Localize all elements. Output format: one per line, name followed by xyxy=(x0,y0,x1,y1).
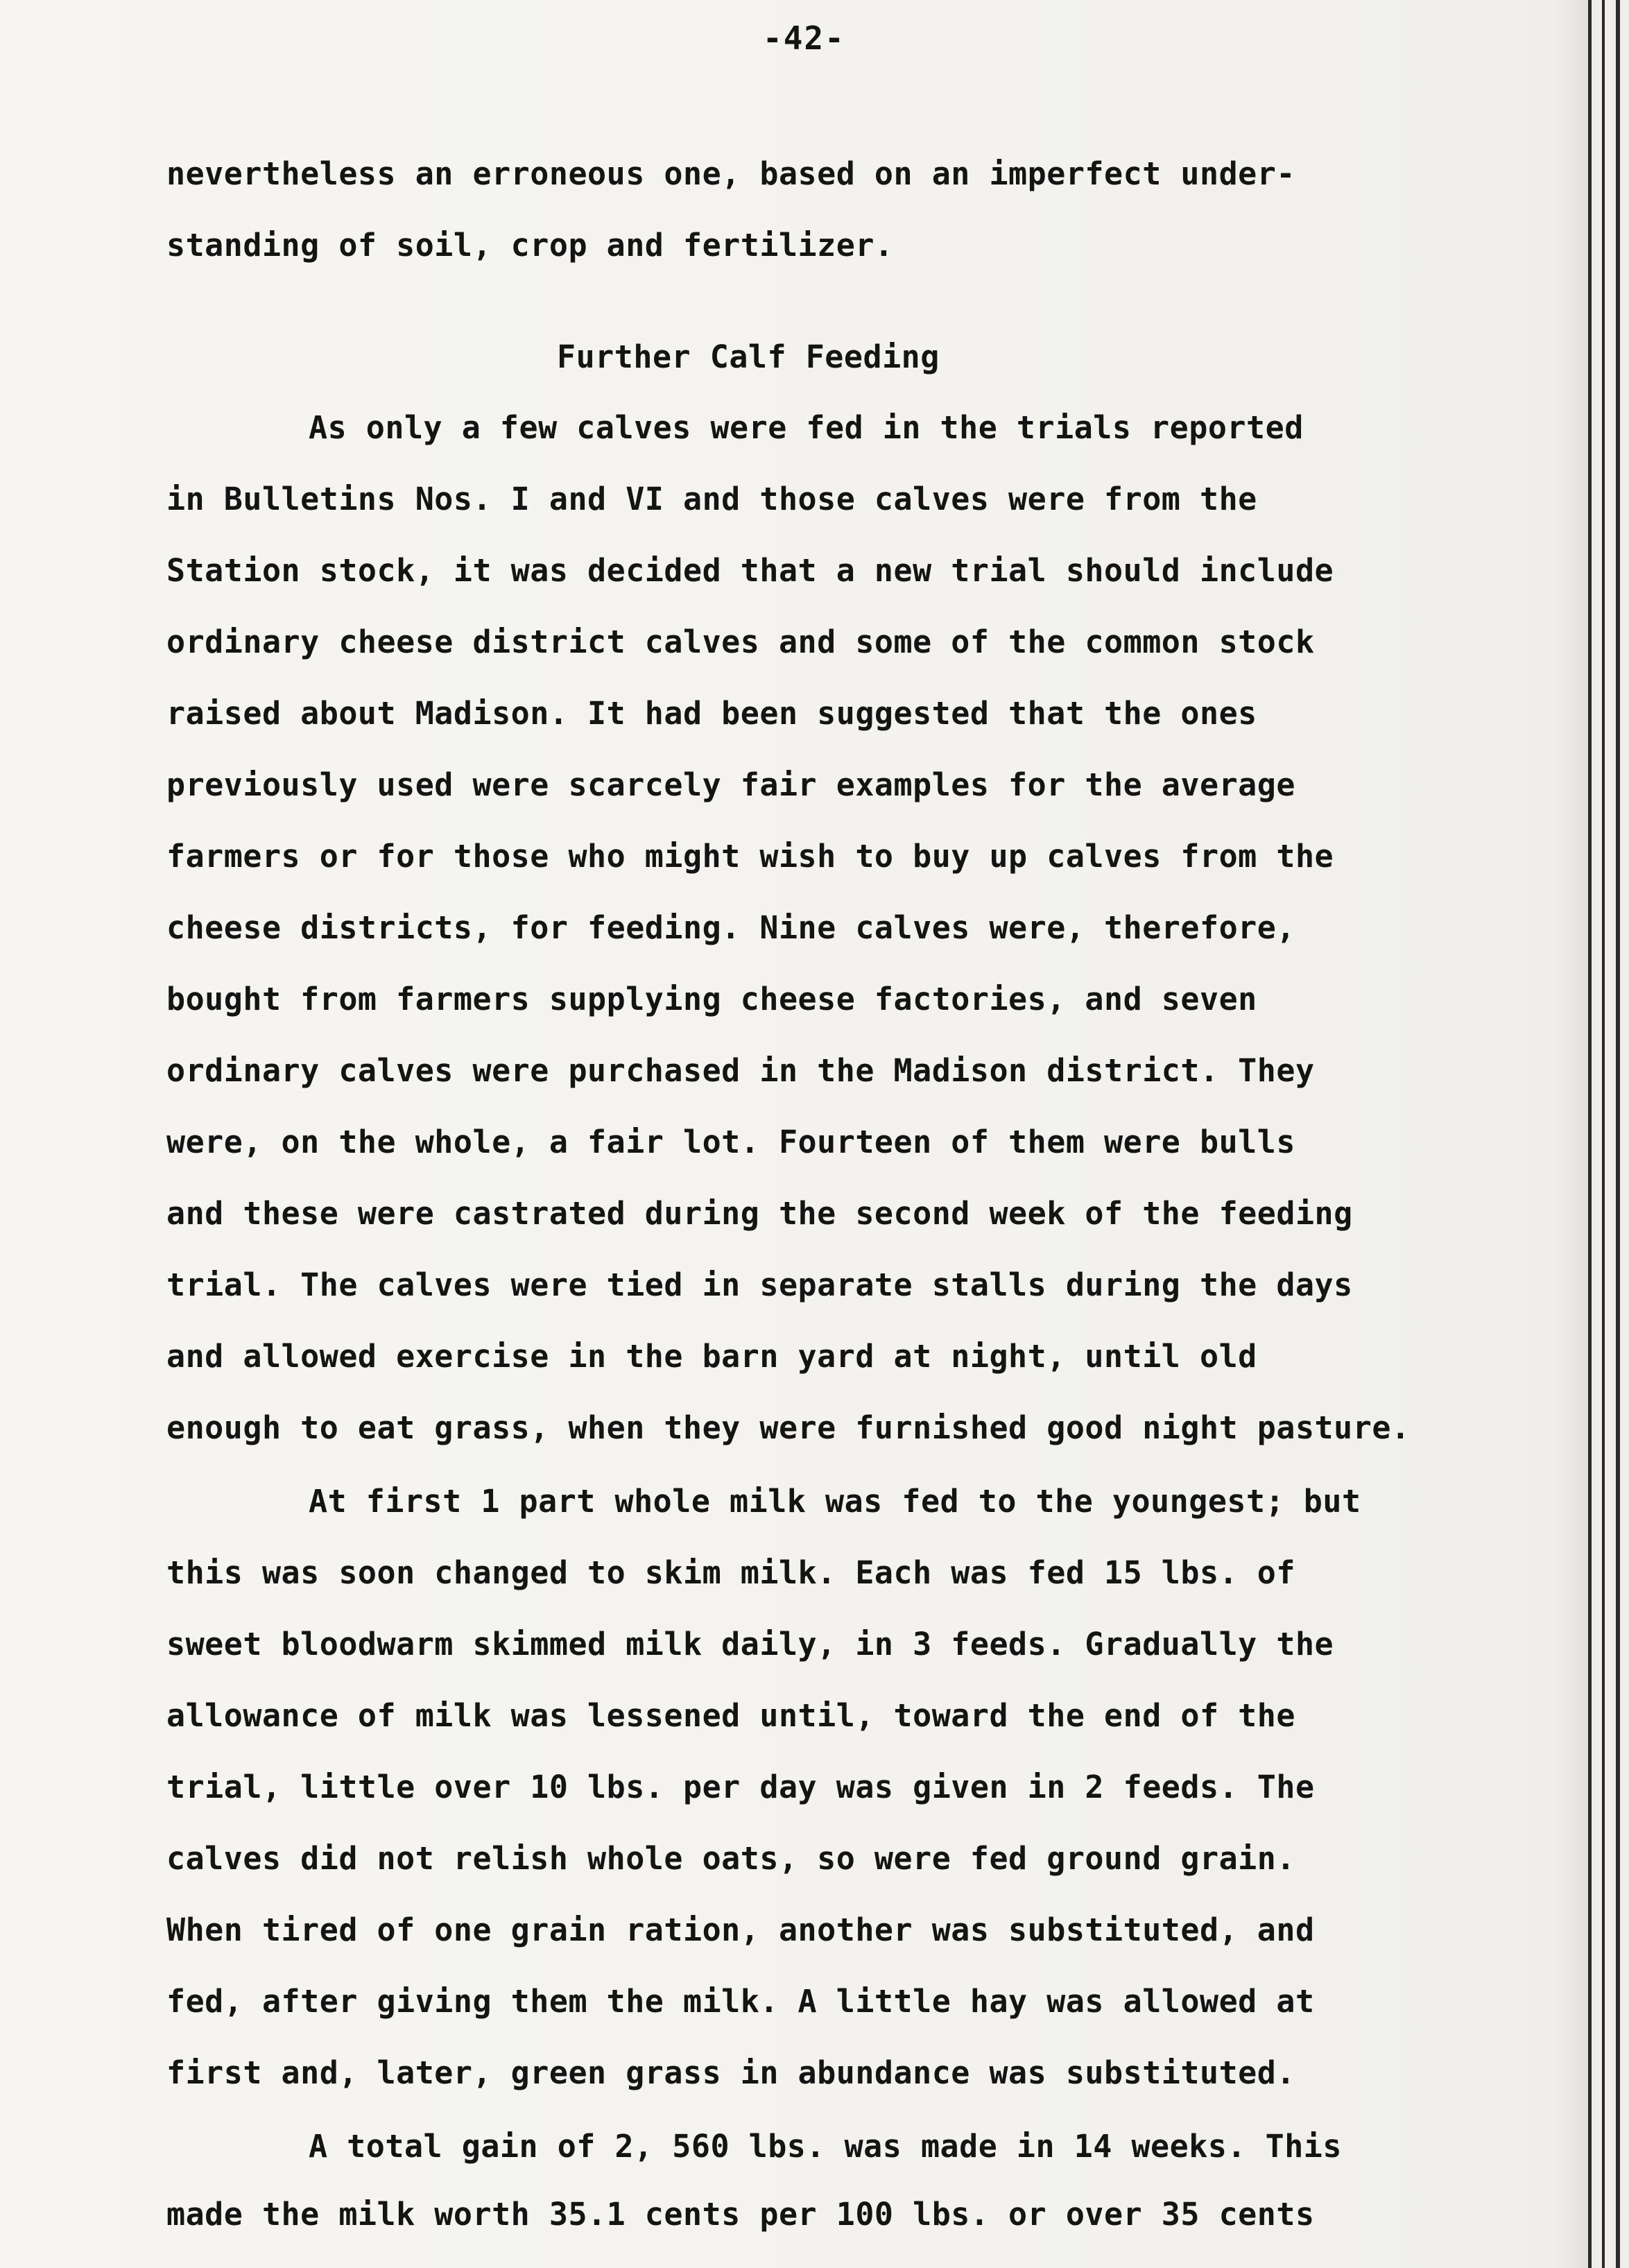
text-line: trial, little over 10 lbs. per day was given in 2 feeds. The xyxy=(166,1769,1315,1805)
text-line: farmers or for those who might wish to buy up calves from the xyxy=(166,838,1334,875)
text-line: When tired of one grain ration, another was substituted, and xyxy=(166,1912,1315,1948)
text-line: this was soon changed to skim milk. Each was fed 15 lbs. of xyxy=(166,1554,1295,1591)
binding-edge xyxy=(1602,0,1605,2268)
text-line: first and, later, green grass in abundance was substituted. xyxy=(166,2054,1295,2091)
text-line: calves did not relish whole oats, so were fed ground grain. xyxy=(166,1840,1295,1877)
text-line: ordinary cheese district calves and some of the common stock xyxy=(166,624,1315,660)
text-line: and allowed exercise in the barn yard at night, until old xyxy=(166,1338,1257,1375)
text-line: enough to eat grass, when they were furnished good night pasture. xyxy=(166,1409,1411,1446)
text-line: nevertheless an erroneous one, based on an imperfect under- xyxy=(166,155,1295,192)
binding-edge xyxy=(1616,0,1620,2268)
text-line: sweet bloodwarm skimmed milk daily, in 3 feeds. Gradually the xyxy=(166,1626,1334,1663)
section-heading: Further Calf Feeding xyxy=(557,338,940,375)
text-line: made the milk worth 35.1 cents per 100 lbs. or over 35 cents xyxy=(166,2196,1315,2233)
text-line: allowance of milk was lessened until, toward the end of the xyxy=(166,1697,1295,1734)
text-line: As only a few calves were fed in the trials reported xyxy=(309,409,1304,446)
page-number: -42- xyxy=(763,19,845,57)
text-line: standing of soil, crop and fertilizer. xyxy=(166,227,894,264)
text-line: previously used were scarcely fair examples for the average xyxy=(166,766,1295,803)
text-line: A total gain of 2, 560 lbs. was made in 14 weeks. This xyxy=(309,2128,1342,2165)
text-line: bought from farmers supplying cheese factories, and seven xyxy=(166,981,1257,1017)
binding-edge xyxy=(1588,0,1592,2268)
text-line: cheese districts, for feeding. Nine calves were, therefore, xyxy=(166,909,1295,946)
text-line: in Bulletins Nos. I and VI and those calves were from the xyxy=(166,481,1257,517)
text-line: were, on the whole, a fair lot. Fourteen of them were bulls xyxy=(166,1124,1295,1160)
text-line: trial. The calves were tied in separate stalls during the days xyxy=(166,1266,1353,1303)
text-line: Station stock, it was decided that a new trial should include xyxy=(166,552,1334,589)
text-line: fed, after giving them the milk. A little hay was allowed at xyxy=(166,1983,1315,2020)
text-line: and these were castrated during the second week of the feeding xyxy=(166,1195,1353,1232)
text-line: raised about Madison. It had been suggested that the ones xyxy=(166,695,1257,732)
text-line: At first 1 part whole milk was fed to the youngest; but xyxy=(309,1483,1361,1520)
binding-shadow xyxy=(1553,0,1588,2268)
text-line: ordinary calves were purchased in the Madison district. They xyxy=(166,1052,1315,1089)
